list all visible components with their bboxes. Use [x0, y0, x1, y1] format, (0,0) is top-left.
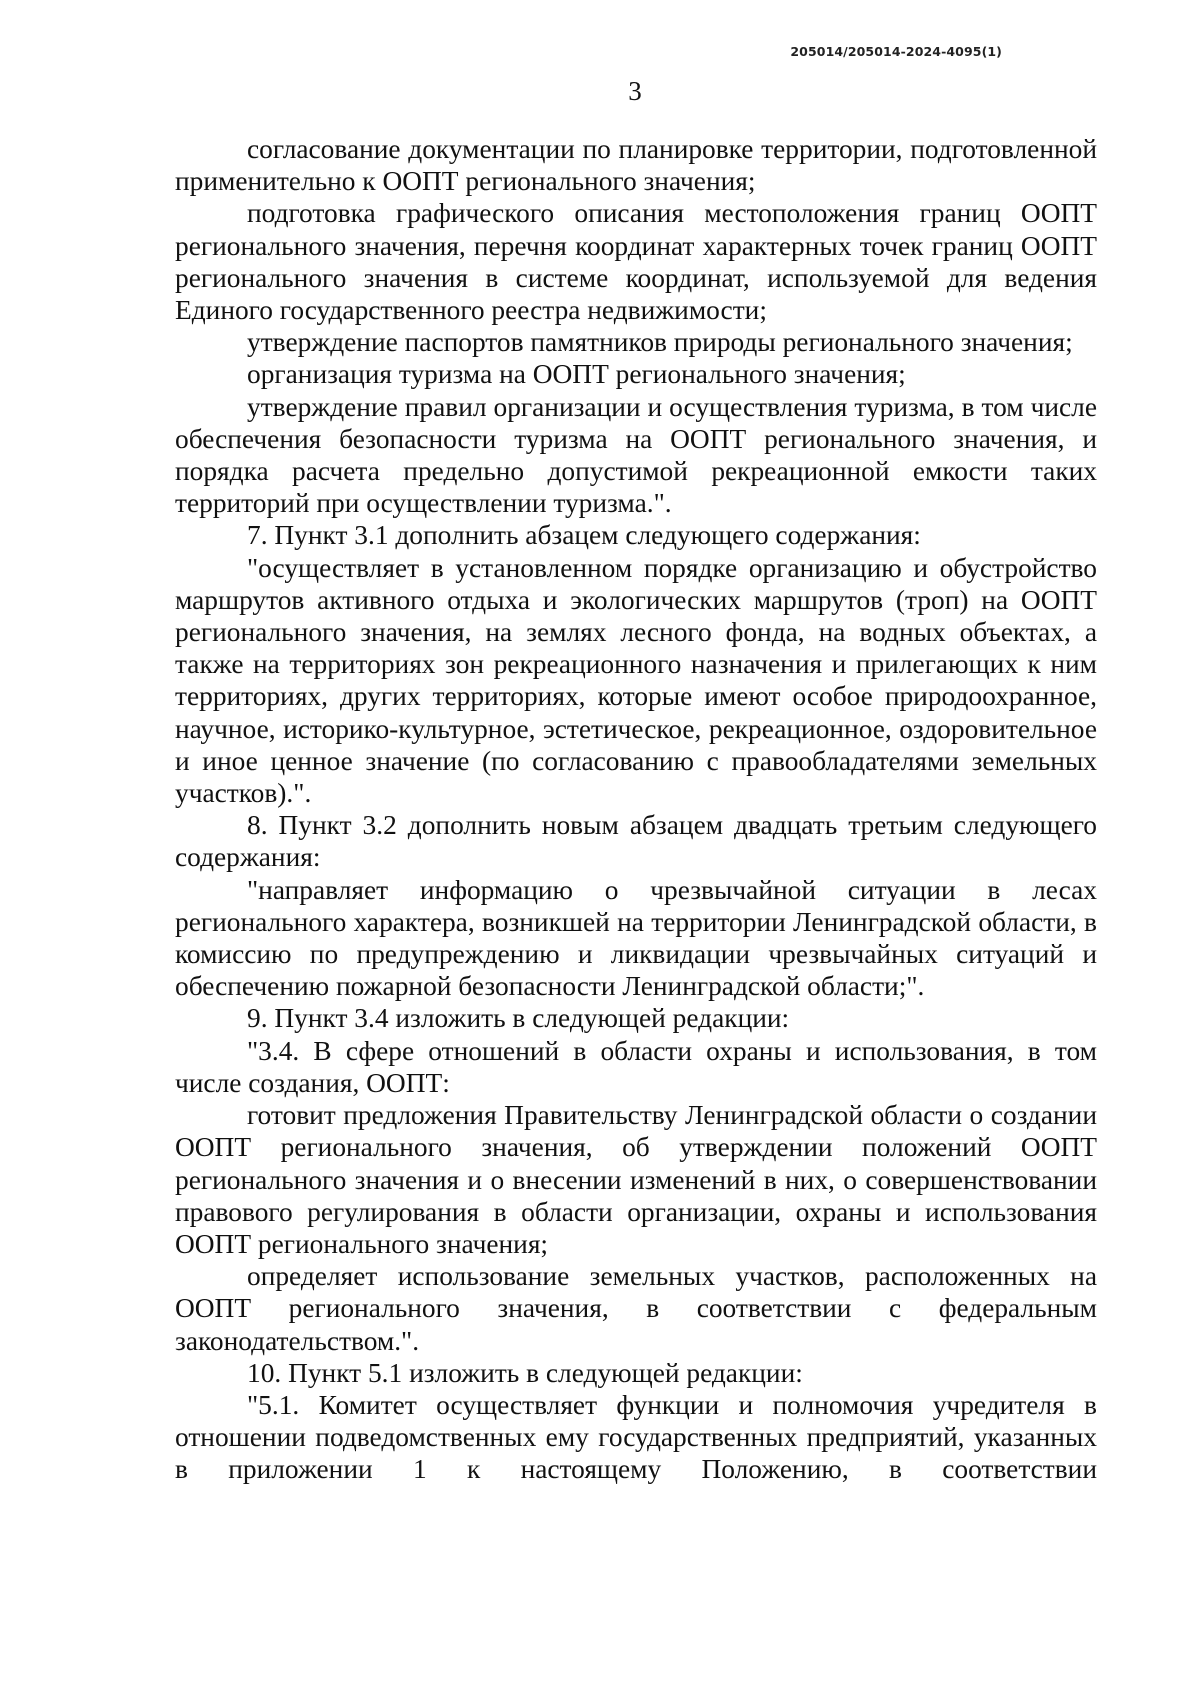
paragraph: 9. Пункт 3.4 изложить в следующей редакции:	[247, 1003, 790, 1034]
paragraph: согласование документации по планировке территории, подготовленной применительно к ООПТ регионального значения;	[175, 134, 1097, 197]
paragraph: готовит предложения Правительству Ленинградской области о создании ООПТ регионального значения, об утверждении положений ООПТ регионального значения и о внесении изменений в них, о совершенствовании правового регулирования в области организации, охраны и использования ООПТ регионального значения;	[175, 1100, 1097, 1259]
paragraph: "3.4. В сфере отношений в области охраны и использования, в том числе создания, ООПТ:	[175, 1035, 1097, 1098]
paragraph: "направляет информацию о чрезвычайной ситуации в лесах регионального характера, возникшей на территории Ленинградской области, в комиссию по предупреждению и ликвидации чрезвычайных ситуаций и обеспечению пожарной безопасности Ленинградской области;".	[175, 874, 1097, 1002]
paragraph: 8. Пункт 3.2 дополнить новым абзацем двадцать третьим следующего содержания:	[175, 810, 1097, 873]
paragraph: организация туризма на ООПТ регионального значения;	[247, 359, 906, 390]
document-body	[175, 133, 1097, 1486]
paragraph: 7. Пункт 3.1 дополнить абзацем следующего содержания:	[247, 520, 921, 551]
paragraph: "5.1. Комитет осуществляет функции и полномочия учредителя в отношении подведомственных ему государственных предприятий, указанных в приложении 1 к настоящему Положению, в соответствии	[175, 1389, 1097, 1485]
document-registration-number: 205014/205014-2024-4095(1)	[790, 44, 1002, 59]
paragraph: утверждение паспортов памятников природы регионального значения;	[247, 327, 1073, 358]
paragraph: "осуществляет в установленном порядке организацию и обустройство маршрутов активного отдыха и экологических маршрутов (троп) на ООПТ регионального значения, на землях лесного фонда, на водных объектах, а также на территориях зон рекреационного назначения и прилегающих к ним территориях, других территориях, которые имеют особое природоохранное, научное, историко-культурное, эстетическое, рекреационное, оздоровительное и иное ценное значение (по согласованию с правообладателями земельных участков).".	[175, 552, 1097, 809]
paragraph: определяет использование земельных участков, расположенных на ООПТ регионального значения, в соответствии с федеральным законодательством.".	[175, 1261, 1097, 1356]
paragraph: 10. Пункт 5.1 изложить в следующей редакции:	[247, 1357, 803, 1388]
page-number: 3	[628, 76, 642, 106]
paragraph: утверждение правил организации и осуществления туризма, в том числе обеспечения безопасности туризма на ООПТ регионального значения, и порядка расчета предельно допустимой рекреационной емкости таких территорий при осуществлении туризма.".	[175, 391, 1097, 519]
paragraph: подготовка графического описания местоположения границ ООПТ регионального значения, перечня координат характерных точек границ ООПТ регионального значения в системе координат, используемой для ведения Единого государственного реестра недвижимости;	[175, 198, 1097, 326]
